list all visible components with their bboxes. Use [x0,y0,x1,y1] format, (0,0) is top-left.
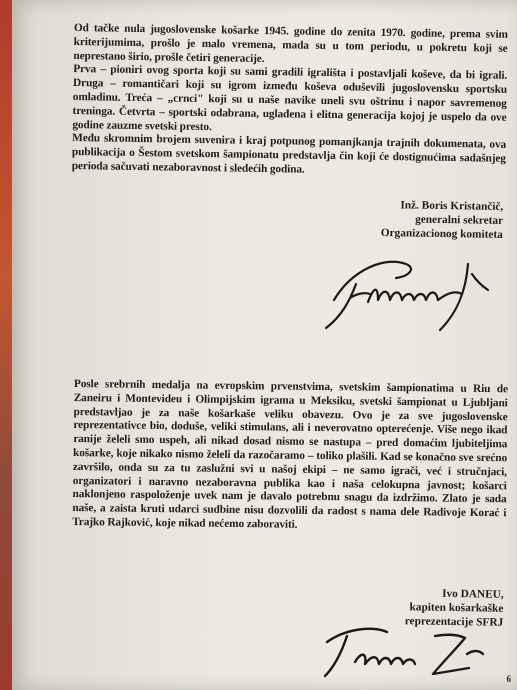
paragraph-2: Prva – pioniri ovog sporta koji su sami gradili igrališta i postavljali koševe, da bi igrali. Druga – romantičari koji su igrom između koševa oduševili jugoslovensku sportsku omladinu. Treća – „crnci" koji su u naše navike uneli svu oštrinu i napor savremenog treninga. Četvrta – sportski odabrana, uglađena i elitna generacija kojoj je uspelo da ove godine zauzme svetski presto. [72,63,508,133]
signer-organization: reprezentacije SFRJ [404,614,503,629]
paragraph-4: Posle srebrnih medalja na evropskim prvenstvima, svetskim šampionatima u Riu de Zaneiru i Montevideu i Olimpijskim igrama u Meksiku, svetski šampionat u Ljubljani predstavljao je za naše košarkaše veliku obavezu. Ovo je za sve jugoslovenske reprezentativce bio, doduše, veliki stimulans, ali i neverovatno opterećenje. Više nego ikad ranije želeli smo uspeh, ali nikad dosad nismo se nastupa – pred domaćim ljubiteljima košarke, koje nikako nismo želeli da razočaramo – toliko plašili. Kad se konačno sve srećno završilo, onda su za tu zaslužni svi u našoj ekipi – ne samo igrači, već i stručnjaci, organizatori i naravno nezaboravna publika kao i naša celokupna javnost; košarci naklonjeno raspoloženje uvek nam je davalo potrebnu snagu da izdržimo. Zlato je sada naše, a zaista kruti udarci sudbine nisu dozvolili da radost s nama dele Radivoje Korać i Trajko Rajković, koje nikad nećemo zaboraviti. [72,378,508,531]
handwritten-signature-daneu [317,616,492,690]
signer-organization: Organizacionog komiteta [380,226,503,241]
handwritten-signature-kristancic [312,250,497,340]
signer-title: generalni sekretar [414,213,504,227]
signer-name: Ivo DANEU, [441,587,504,601]
paragraph-1: Od tačke nula jugoslovenske košarke 1945. godine do zenita 1970. godine, prema svim kriterijumima, prošlo je malo vremena, mada su u tom periodu, u pokretu koji se neprestano širio, prošle četiri generacije. [73,22,508,65]
page-number: 6 [506,674,511,684]
text-block-kristancic [72,22,508,181]
signature-caption-kristancic [381,199,504,242]
signer-name: Inž. Boris Kristančič, [400,199,504,213]
text-block-daneu [72,378,508,535]
document-page [12,0,517,690]
paragraph-3: Među skromnim brojem suvenira i kraj potpunog pomanjkanja trajnih dokumenata, ova publikacija o Šestom svetskom šampionatu predstavlja čin koji će dostignućima sadašnjeg perioda sačuvati nezaboravnost i sledećih godina. [71,132,507,176]
signer-title: kapiten košarkaške [409,601,504,615]
